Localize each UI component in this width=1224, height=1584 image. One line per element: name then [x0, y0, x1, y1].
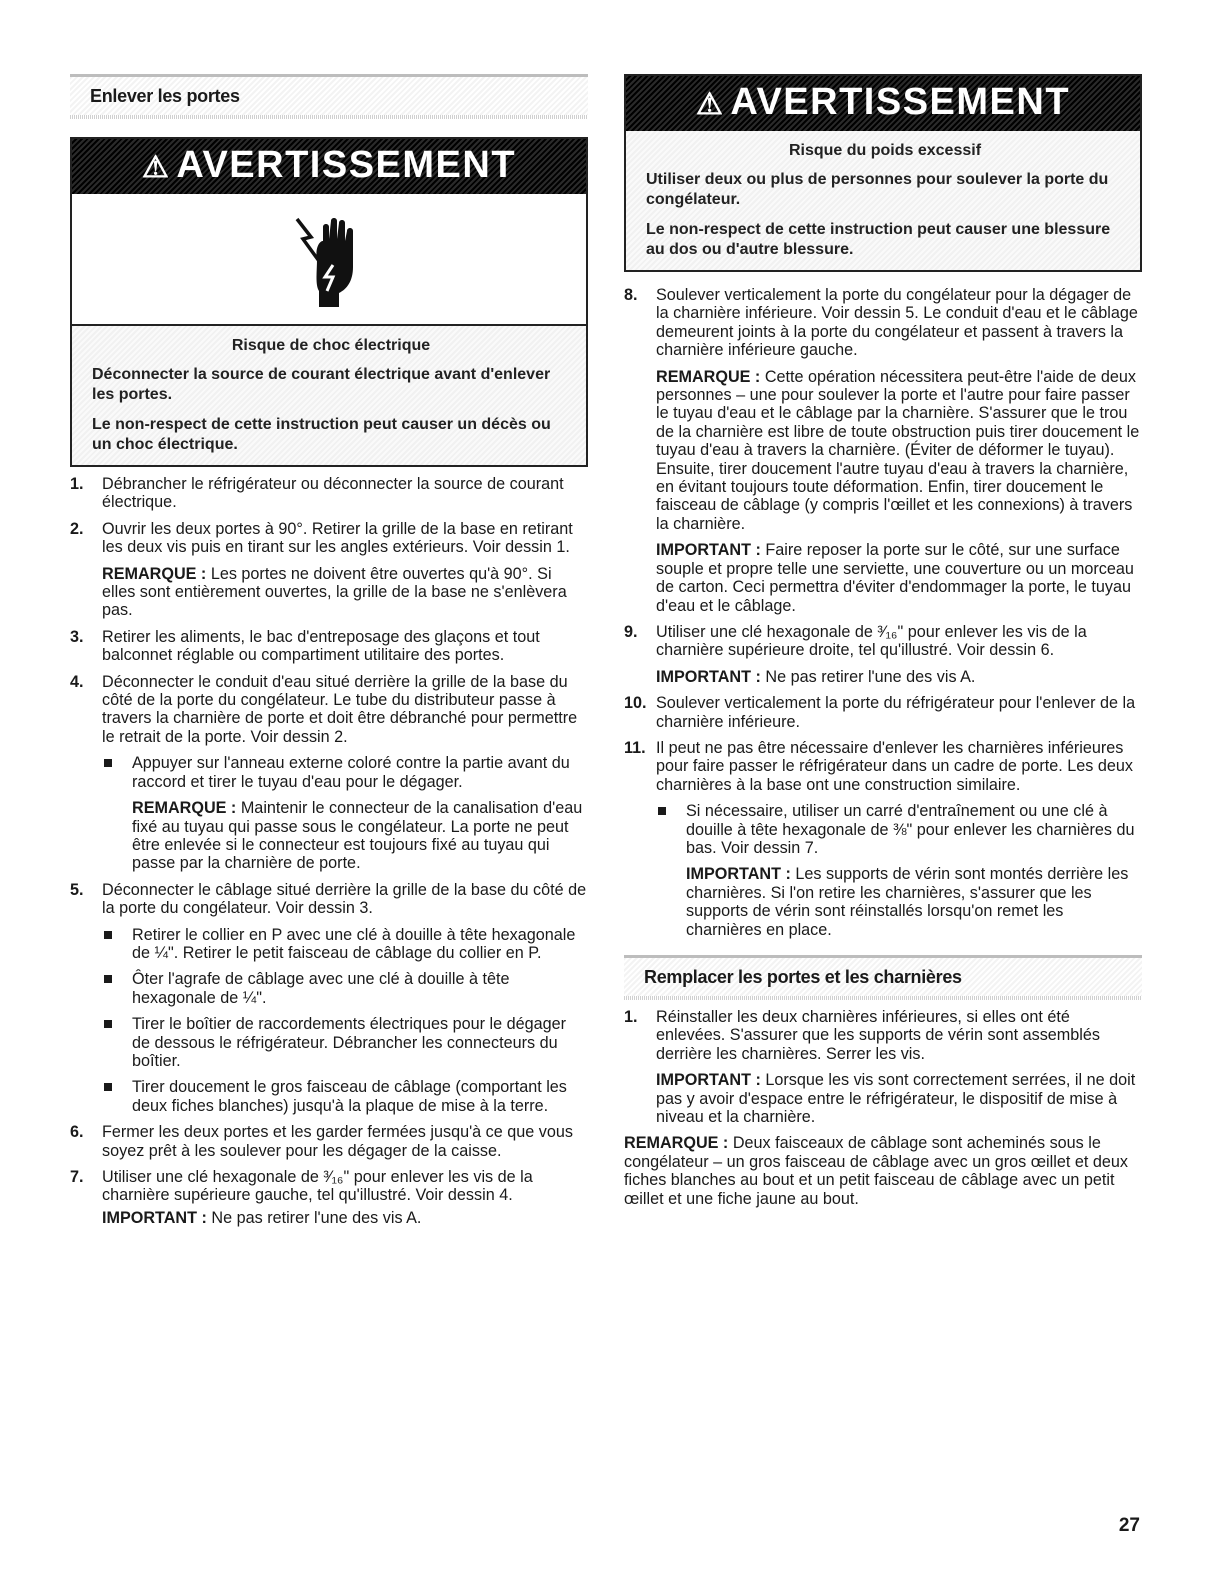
bullet-item: Retirer le collier en P avec une clé à douille à tête hexagonale de ¼". Retirer le petit faisceau de câblage du collier en P.: [102, 926, 588, 963]
list-item: 3. Retirer les aliments, le bac d'entreposage des glaçons et tout balconnet réglable ou compartiment utilitaire des portes.: [70, 627, 540, 665]
bullet-item: Si nécessaire, utiliser un carré d'entraînement ou une clé à douille à tête hexagonale de ⅜" pour enlever les charnières du bas. Voir dessin 7. IMPORTANT : Les supports de vérin sont montés derrière les charnières. Si l'on retire les charnières, s'assurer que les supports de vérin sont réinstallés lorsqu'on remet les charnières en place.: [656, 802, 1142, 939]
warning-triangle-icon: ⚠: [695, 88, 725, 121]
right-column: [624, 74, 1142, 1208]
warning-banner: ⚠ AVERTISSEMENT: [72, 139, 586, 194]
section-title-remove-doors: Enlever les portes: [70, 74, 588, 115]
bullet-square-icon: [104, 1083, 112, 1091]
warning-body: [626, 131, 1140, 270]
warning-line-1: Déconnecter la source de courant électrique avant d'enlever les portes.: [92, 366, 551, 403]
shock-icon-area: [72, 194, 586, 326]
list-item: 1. Réinstaller les deux charnières inférieures, si elles ont été enlevées. S'assurer que les supports de vérin sont assemblés derrière les charnières. Serrer les vis. IMPORTANT : Lorsque les vis sont correctement serrées, il ne doit pas y avoir d'espace entre le réfrigérateur, le dispositif de mise à niveau et la charnière.: [624, 1008, 1136, 1127]
list-item: 10. Soulever verticalement la porte du réfrigérateur pour l'enlever de la charnière inférieure.: [624, 694, 1136, 731]
list-item: 6. Fermer les deux portes et les garder fermées jusqu'à ce que vous soyez prêt à les soulever pour les dégager de la caisse.: [70, 1123, 573, 1160]
list-item: 9. Utiliser une clé hexagonale de ³⁄₁₆" pour enlever les vis de la charnière supérieure droite, tel qu'illustré. Voir dessin 6. IMPORTANT : Ne pas retirer l'une des vis A.: [624, 622, 1087, 686]
list-item: 4. Déconnecter le conduit d'eau situé derrière la grille de la base du côté de la porte du congélateur. Le tube du distributeur passe à travers la charnière de porte et doit être débranché pour permettre le retrait de la porte. Voir dessin 2. Appuyer sur l'anneau externe coloré contre la partie avant du raccord et tirer le tuyau d'eau pour le dégager. REMARQUE : Maintenir le connecteur de la canalisation d'eau fixé au tuyau qui passe sous le congélateur. La porte ne peut être enlevée si le connecteur est toujours fixé au tuyau qui passe par la charnière de porte.: [70, 673, 588, 873]
warning-subtitle: Risque du poids excessif: [788, 142, 982, 159]
bullet-square-icon: [104, 975, 112, 983]
bullet-item: Tirer le boîtier de raccordements électriques pour le dégager de dessous le réfrigérateur. Débrancher les connecteurs du boîtier.: [102, 1015, 588, 1070]
bullet-square-icon: [658, 807, 666, 815]
list-item: 7. Utiliser une clé hexagonale de ³⁄₁₆" pour enlever les vis de la charnière supérieure gauche, tel qu'illustré. Voir dessin 4. IMPORTANT : Ne pas retirer l'une des vis A.: [70, 1168, 533, 1227]
bullet-item: Tirer doucement le gros faisceau de câblage (comportant les deux fiches blanches) jusqu'à la plaque de mise à la terre.: [102, 1078, 588, 1115]
bullet-square-icon: [104, 759, 112, 767]
electrical-shock-hand-icon: [289, 209, 369, 309]
list-item: 11. Il peut ne pas être nécessaire d'enlever les charnières inférieures pour faire passer le réfrigérateur dans un cadre de porte. Les deux charnières à la base ont une construction similaire. Si nécessaire, utiliser un carré d'entraînement ou une clé à douille à tête hexagonale de ⅜" pour enlever les charnières du bas. Voir dessin 7. IMPORTANT : Les supports de vérin sont montés derrière les charnières. Si l'on retire les charnières, s'assurer que les supports de vérin sont réinstallés lorsqu'on remet les charnières en place.: [624, 739, 1142, 939]
list-item: 8. Soulever verticalement la porte du congélateur pour la dégager de la charnière inférieure. Voir dessin 5. Le conduit d'eau et le câblage demeurent joints à la porte du congélateur et passent à travers la charnière inférieure gauche. REMARQUE : Cette opération nécessitera peut-être l'aide de deux personnes – une pour soulever la porte et l'autre pour faire passer le tuyau d'eau et le câblage par la charnière. S'assurer que le trou de la charnière est libre de toute obstruction puis tirer doucement le tuyau d'eau à travers la charnière. (Éviter de déformer le tuyau). Ensuite, tirer doucement l'autre tuyau d'eau à travers la charnière, en évitant toujours toute déformation. Enfin, tirer doucement le faisceau de câblage (y compris l'œillet et les connexions) à travers la charnière. IMPORTANT : Faire reposer la porte sur le côté, sur une surface souple et propre telle une serviette, une couverture ou un morceau de carton. Ceci permettra d'éviter d'endommager la porte, le tuyau d'eau et le câblage.: [624, 286, 1140, 615]
remove-steps-list-continued: [624, 286, 1142, 939]
list-item: 2. Ouvrir les deux portes à 90°. Retirer la grille de la base en retirant les deux vis puis en tirant sur les angles extérieurs. Voir dessin 1. REMARQUE : Les portes ne doivent être ouvertes qu'à 90°. Si elles sont entièrement ouvertes, la grille de la base ne s'enlèvera pas.: [70, 519, 573, 620]
bullet-item: Ôter l'agrafe de câblage avec une clé à douille à tête hexagonale de ¼".: [102, 970, 588, 1007]
bullet-item: Appuyer sur l'anneau externe coloré contre la partie avant du raccord et tirer le tuyau d'eau pour le dégager. REMARQUE : Maintenir le connecteur de la canalisation d'eau fixé au tuyau qui passe sous le congélateur. La porte ne peut être enlevée si le connecteur est toujours fixé au tuyau qui passe par la charnière de porte.: [102, 754, 588, 872]
warning-banner: ⚠ AVERTISSEMENT: [626, 76, 1140, 131]
replace-steps-list: [624, 1008, 1142, 1126]
list-item: 5. Déconnecter le câblage situé derrière la grille de la base du côté de la porte du congélateur. Voir dessin 3. Retirer le collier en P avec une clé à douille à tête hexagonale de ¼". Retirer le petit faisceau de câblage du collier en P. Ôter l'agrafe de câblage avec une clé à douille à tête hexagonale de ¼". Tirer le boîtier de raccordements électriques pour le dégager de dessous le réfrigérateur. Débrancher les connecteurs du boîtier. Tirer doucement le gros faisceau de câblage (comportant les deux fiches blanches) jusqu'à la plaque de mise à la terre.: [70, 880, 587, 1115]
warning-body: [72, 326, 586, 465]
warning-triangle-icon: ⚠: [141, 151, 171, 184]
warning-line-2: Le non-respect de cette instruction peut causer une blessure au dos ou d'autre blessure.: [646, 221, 1111, 258]
warning-line-1: Utiliser deux ou plus de personnes pour soulever la porte du congélateur.: [646, 171, 1109, 208]
list-item: 1. Débrancher le réfrigérateur ou déconnecter la source de courant électrique.: [70, 475, 564, 512]
section-title-replace-doors: Remplacer les portes et les charnières: [624, 955, 1142, 996]
warning-line-2: Le non-respect de cette instruction peut causer un décès ou un choc électrique.: [92, 416, 551, 453]
left-column: [70, 74, 588, 1227]
electrical-warning-box: [70, 137, 588, 467]
page-number: 27: [1118, 1515, 1140, 1536]
bullet-square-icon: [104, 931, 112, 939]
bullet-square-icon: [104, 1020, 112, 1028]
warning-subtitle: Risque de choc électrique: [231, 337, 431, 354]
remove-steps-list: [70, 475, 588, 1227]
final-note: REMARQUE : Deux faisceaux de câblage sont acheminés sous le congélateur – un gros faisceau de câblage avec un gros œillet et deux fiches blanches au bout et un petit faisceau de câblage avec un petit œillet et une fiche jaune au bout.: [624, 1134, 1128, 1208]
weight-warning-box: [624, 74, 1142, 272]
